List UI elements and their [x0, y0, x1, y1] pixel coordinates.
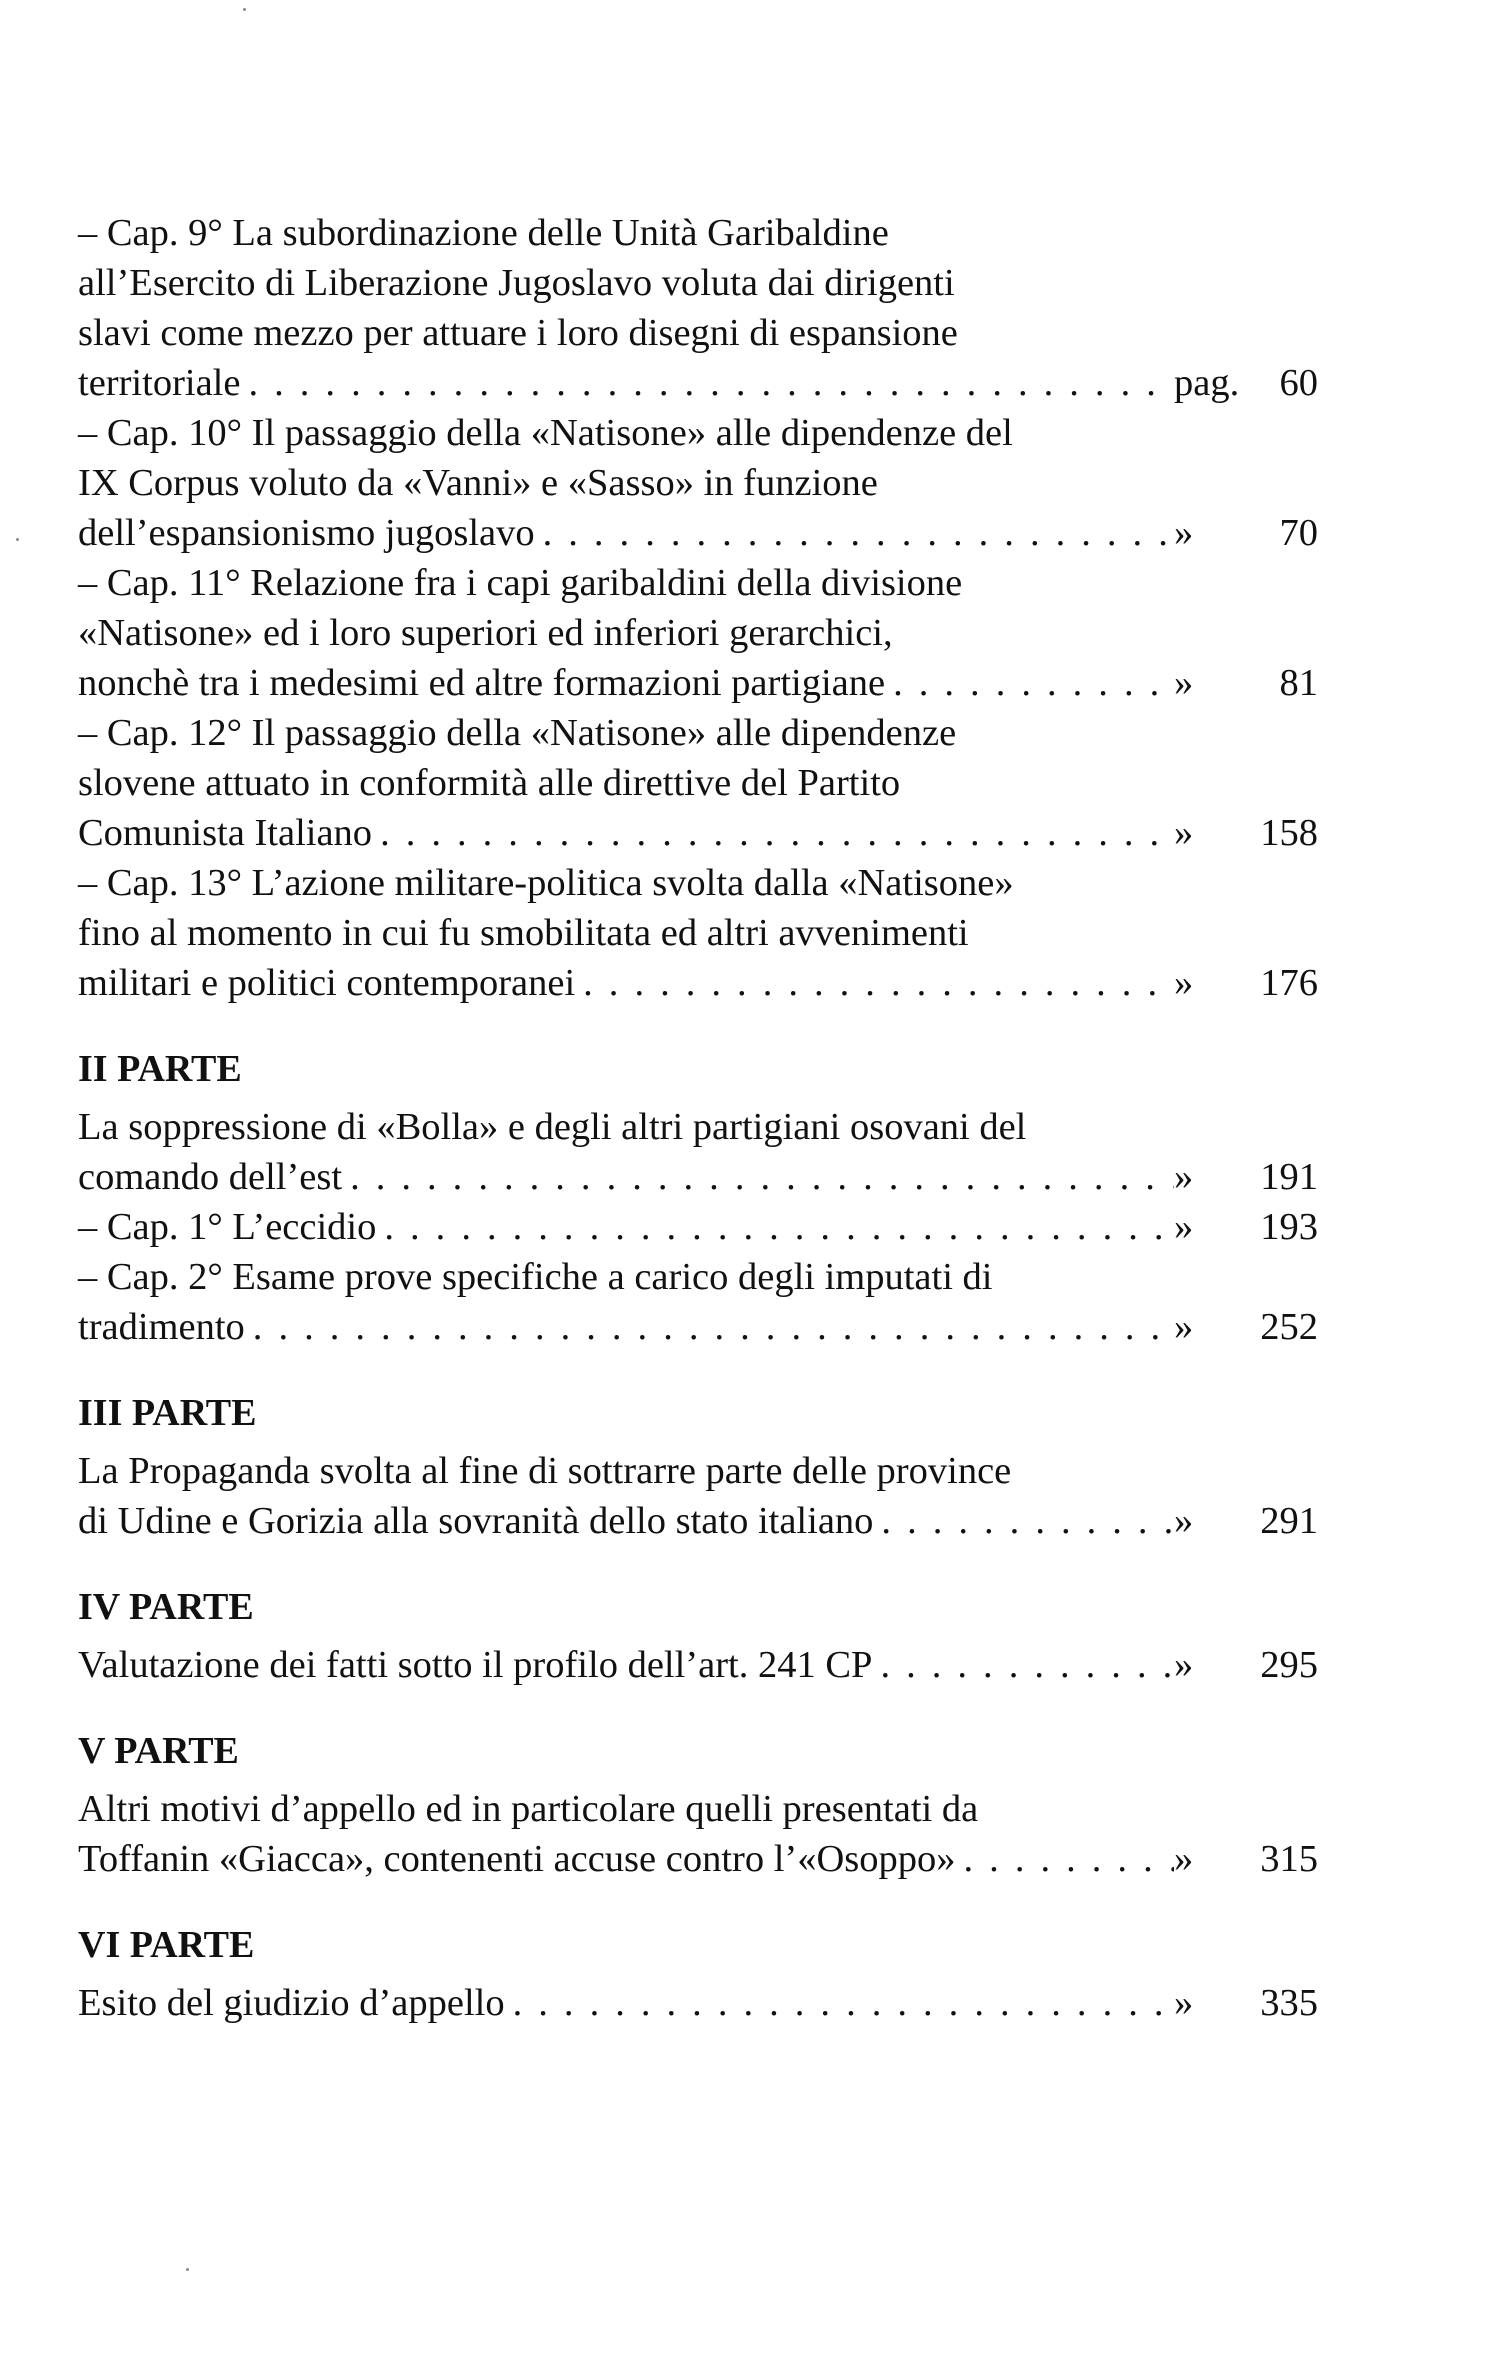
entry-text-line: Esito del giudizio d’appello — [78, 1982, 505, 2024]
entry-text-line: Toffanin «Giacca», contenenti accuse contro l’«Osoppo» — [78, 1838, 956, 1880]
entry-text-line: tradimento — [78, 1306, 245, 1348]
page-number: 81 — [1279, 662, 1318, 704]
entry-text-line: territoriale — [78, 362, 241, 404]
toc-entry — [78, 1640, 1318, 1690]
dot-leader — [956, 1834, 1174, 1884]
entry-text-line: «Natisone» ed i loro superiori ed inferiori gerarchici, — [78, 612, 893, 654]
toc-section — [78, 1920, 1318, 2028]
page-prefix: » — [1174, 962, 1194, 1004]
entry-final-line — [78, 358, 1318, 408]
toc-entry — [78, 208, 1318, 408]
entry-final-line — [78, 658, 1318, 708]
part-heading: IV PARTE — [78, 1586, 254, 1628]
part-heading: VI PARTE — [78, 1924, 255, 1966]
entry-text-line: fino al momento in cui fu smobilitata ed altri avvenimenti — [78, 912, 969, 954]
page-number: 252 — [1260, 1306, 1318, 1348]
page-prefix: » — [1174, 1644, 1194, 1686]
page-prefix: » — [1174, 662, 1194, 704]
entry-final-line — [78, 808, 1318, 858]
entry-text-line: – Cap. 11° Relazione fra i capi garibaldini della divisione — [78, 562, 963, 604]
dot-leader — [372, 808, 1174, 858]
page-number: 176 — [1260, 962, 1318, 1004]
entry-text-line: Comunista Italiano — [78, 812, 373, 854]
entry-text-line: Altri motivi d’appello ed in particolare quelli presentati da — [78, 1788, 979, 1830]
page-number: 315 — [1260, 1838, 1318, 1880]
dot-leader — [342, 1152, 1174, 1202]
page-prefix: pag. — [1174, 362, 1240, 404]
entry-final-line — [78, 508, 1318, 558]
page-prefix: » — [1174, 1500, 1194, 1542]
toc-entry — [78, 558, 1318, 708]
toc-entry — [78, 708, 1318, 858]
entry-text-line: – Cap. 1° L’eccidio — [78, 1206, 377, 1248]
page-number: 193 — [1260, 1206, 1318, 1248]
dot-leader — [575, 958, 1174, 1008]
entry-final-line — [78, 1978, 1318, 2028]
entry-final-line — [78, 1496, 1318, 1546]
toc-section — [78, 1582, 1318, 1690]
page-number: 60 — [1279, 362, 1318, 404]
entry-text-line: slavi come mezzo per attuare i loro disegni di espansione — [78, 312, 958, 354]
page-number: 291 — [1260, 1500, 1318, 1542]
entry-text-line: – Cap. 2° Esame prove specifiche a carico degli imputati di — [78, 1256, 993, 1298]
dot-leader — [505, 1978, 1174, 2028]
toc-section — [78, 208, 1318, 1008]
toc-section — [78, 1044, 1318, 1352]
entry-text-line: nonchè tra i medesimi ed altre formazioni partigiane — [78, 662, 886, 704]
entry-text-line: all’Esercito di Liberazione Jugoslavo voluta dai dirigenti — [78, 262, 955, 304]
page-prefix: » — [1174, 1838, 1194, 1880]
dot-leader — [872, 1640, 1174, 1690]
entry-final-line — [78, 1834, 1318, 1884]
page-prefix: » — [1174, 812, 1194, 854]
toc-entry — [78, 1978, 1318, 2028]
dot-leader — [245, 1302, 1174, 1352]
dot-leader — [240, 358, 1174, 408]
toc-section — [78, 1726, 1318, 1884]
dot-leader — [885, 658, 1174, 708]
entry-text-line: comando dell’est — [78, 1156, 343, 1198]
toc-section — [78, 1388, 1318, 1546]
toc-entry — [78, 1446, 1318, 1546]
table-of-contents — [78, 208, 1318, 2028]
page-prefix: » — [1174, 512, 1194, 554]
toc-entry — [78, 1252, 1318, 1352]
page-prefix: » — [1174, 1156, 1194, 1198]
page-prefix: » — [1174, 1982, 1194, 2024]
part-heading: II PARTE — [78, 1048, 242, 1090]
toc-entry — [78, 1202, 1318, 1252]
toc-entry — [78, 858, 1318, 1008]
entry-text-line: slovene attuato in conformità alle direttive del Partito — [78, 762, 901, 804]
page-number: 335 — [1260, 1982, 1318, 2024]
entry-final-line — [78, 1202, 1318, 1252]
part-heading: V PARTE — [78, 1730, 239, 1772]
entry-text-line: La soppressione di «Bolla» e degli altri partigiani osovani del — [78, 1106, 1027, 1148]
scan-speck — [243, 8, 246, 11]
entry-text-line: – Cap. 9° La subordinazione delle Unità Garibaldine — [78, 212, 889, 254]
entry-text-line: militari e politici contemporanei — [78, 962, 576, 1004]
toc-entry — [78, 1784, 1318, 1884]
scan-speck — [16, 538, 19, 541]
entry-text-line: – Cap. 12° Il passaggio della «Natisone» alle dipendenze — [78, 712, 957, 754]
entry-text-line: – Cap. 13° L’azione militare-politica svolta dalla «Natisone» — [78, 862, 1014, 904]
page-prefix: » — [1174, 1206, 1194, 1248]
entry-text-line: Valutazione dei fatti sotto il profilo dell’art. 241 CP — [78, 1644, 873, 1686]
dot-leader — [873, 1496, 1174, 1546]
page-number: 158 — [1260, 812, 1318, 854]
entry-text-line: IX Corpus voluto da «Vanni» e «Sasso» in funzione — [78, 462, 878, 504]
entry-text-line: dell’espansionismo jugoslavo — [78, 512, 535, 554]
entry-final-line — [78, 1640, 1318, 1690]
page-number: 191 — [1260, 1156, 1318, 1198]
page-prefix: » — [1174, 1306, 1194, 1348]
toc-entry — [78, 408, 1318, 558]
entry-text-line: di Udine e Gorizia alla sovranità dello stato italiano — [78, 1500, 874, 1542]
toc-entry — [78, 1102, 1318, 1202]
entry-final-line — [78, 1152, 1318, 1202]
page-number: 70 — [1279, 512, 1318, 554]
dot-leader — [535, 508, 1174, 558]
part-heading: III PARTE — [78, 1392, 257, 1434]
entry-text-line: La Propaganda svolta al fine di sottrarre parte delle province — [78, 1450, 1012, 1492]
scan-speck — [186, 2268, 189, 2271]
entry-final-line — [78, 958, 1318, 1008]
entry-text-line: – Cap. 10° Il passaggio della «Natisone» alle dipendenze del — [78, 412, 1013, 454]
dot-leader — [376, 1202, 1174, 1252]
page-number: 295 — [1260, 1644, 1318, 1686]
entry-final-line — [78, 1302, 1318, 1352]
